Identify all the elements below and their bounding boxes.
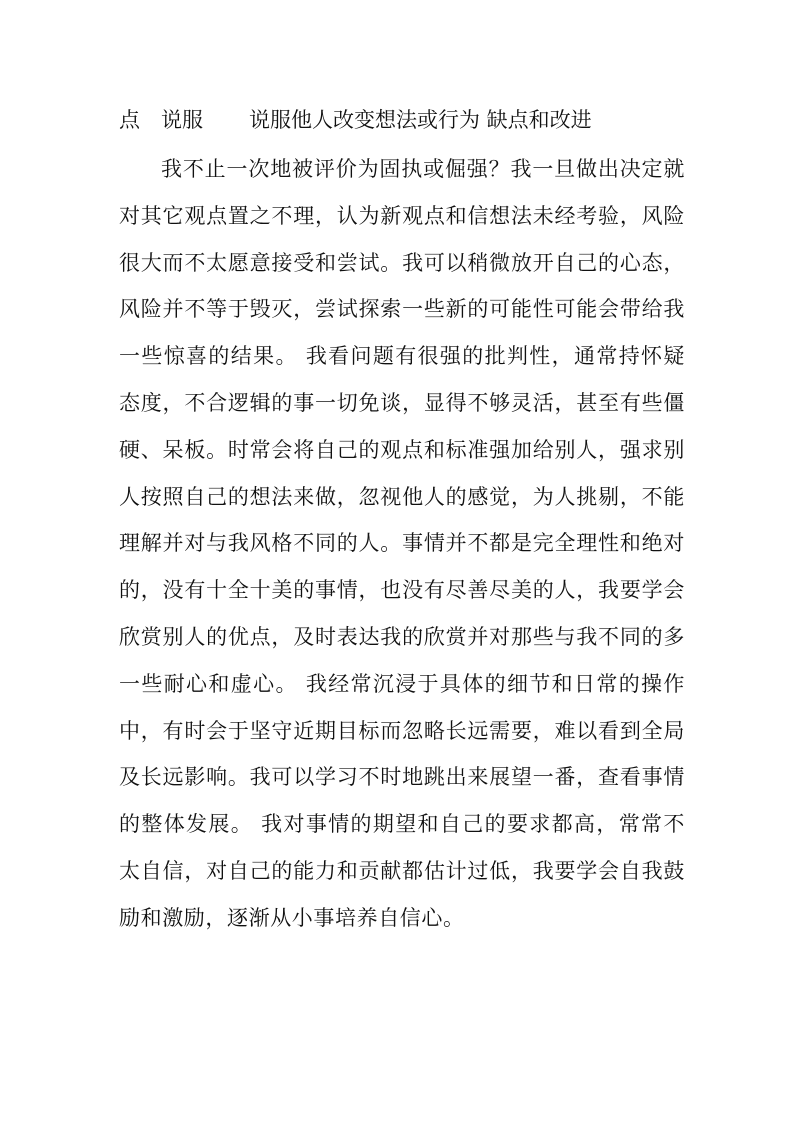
body-paragraph: 我不止一次地被评价为固执或倔强？我一旦做出决定就对其它观点置之不理，认为新观点和信想法未经考验，风险很大而不太愿意接受和尝试。我可以稍微放开自己的心态，风险并不等于毁灭，尝试探索一些新的可能性可能会带给我一些惊喜的结果。 我看问题有很强的批判性，通常持怀疑态度，不合逻辑的事一切免谈，显得不够灵活，甚至有些僵硬、呆板。时常会将自己的观点和标准强加给别人，强求别人按照自己的想法来做，忽视他人的感觉，为人挑剔，不能理解并对与我风格不同的人。事情并不都是完全理性和绝对的，没有十全十美的事情，也没有尽善尽美的人，我要学会欣赏别人的优点，及时表达我的欣赏并对那些与我不同的多一些耐心和虚心。 我经常沉浸于具体的细节和日常的操作中，有时会于坚守近期目标而忽略长远需要，难以看到全局及长远影响。我可以学习不时地跳出来展望一番，查看事情的整体发展。 我对事情的期望和自己的要求都高，常常不太自信，对自己的能力和贡献都估计过低，我要学会自我鼓励和激励，逐渐从小事培养自信心。 — [119, 157, 685, 930]
table-row-heading — [119, 100, 699, 140]
heading-cell-category: 说服 — [161, 108, 203, 132]
heading-cell-description: 说服他人改变想法或行为 缺点和改进 — [249, 108, 592, 132]
heading-cell-point: 点 — [119, 108, 140, 132]
